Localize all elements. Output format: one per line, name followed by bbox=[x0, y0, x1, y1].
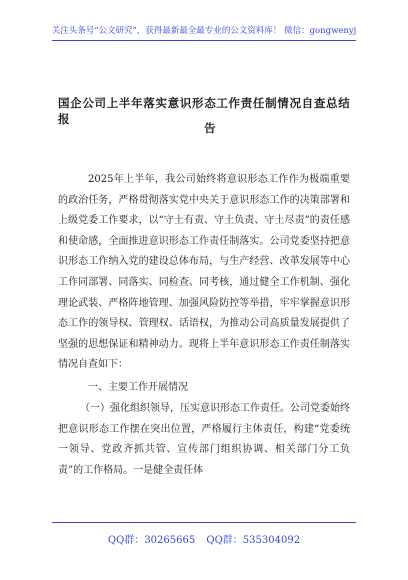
document-title-continued: 告 bbox=[204, 121, 216, 135]
header-promo-text: 关注头条号“公文研究”，获得最新最全最专业的公文资料库！ 微信：gongwenyj bbox=[51, 26, 357, 36]
footer-divider bbox=[52, 522, 356, 523]
paragraph-section-1: （一）强化组织领导，压实意识形态工作责任。公司党委始终把意识形态工作摆在突出位置，严格履行主体责任，构建“党委统一领导、党政齐抓共管、宣传部门组织协调、相关部门分工负责”的工作格局。一是健全责任体 bbox=[58, 403, 350, 476]
header-divider bbox=[52, 40, 356, 41]
document-title: 国企公司上半年落实意识形态工作责任制情况自查总结报 bbox=[58, 96, 350, 126]
section-heading: 一、主要工作开展情况 bbox=[88, 382, 188, 393]
footer-qq-group-1: QQ群：30265665 bbox=[107, 535, 196, 546]
footer-qq-group-2: QQ群：535304092 bbox=[206, 535, 301, 546]
footer bbox=[0, 531, 408, 546]
paragraph-intro: 2025年上半年，我公司始终将意识形态工作作为极端重要的政治任务，严格贯彻落实党中央关于意识形态工作的决策部署和上级党委工作要求，以“守土有责、守土负责、守土尽责”的责任感和使命感，全面推进意识形态工作责任制落实。公司党委坚持把意识形态工作纳入党的建设总体布局，与生产经营、改革发展等中心工作同部署、同落实、同检查、同考核，通过健全工作机制、强化理论武装、严格阵地管理、加强风险防控等举措，牢牢掌握意识形态工作的领导权、管理权、话语权，为推动公司高质量发展提供了坚强的思想保证和精神动力。现将上半年意识形态工作责任制落实情况自查如下： bbox=[58, 174, 350, 371]
